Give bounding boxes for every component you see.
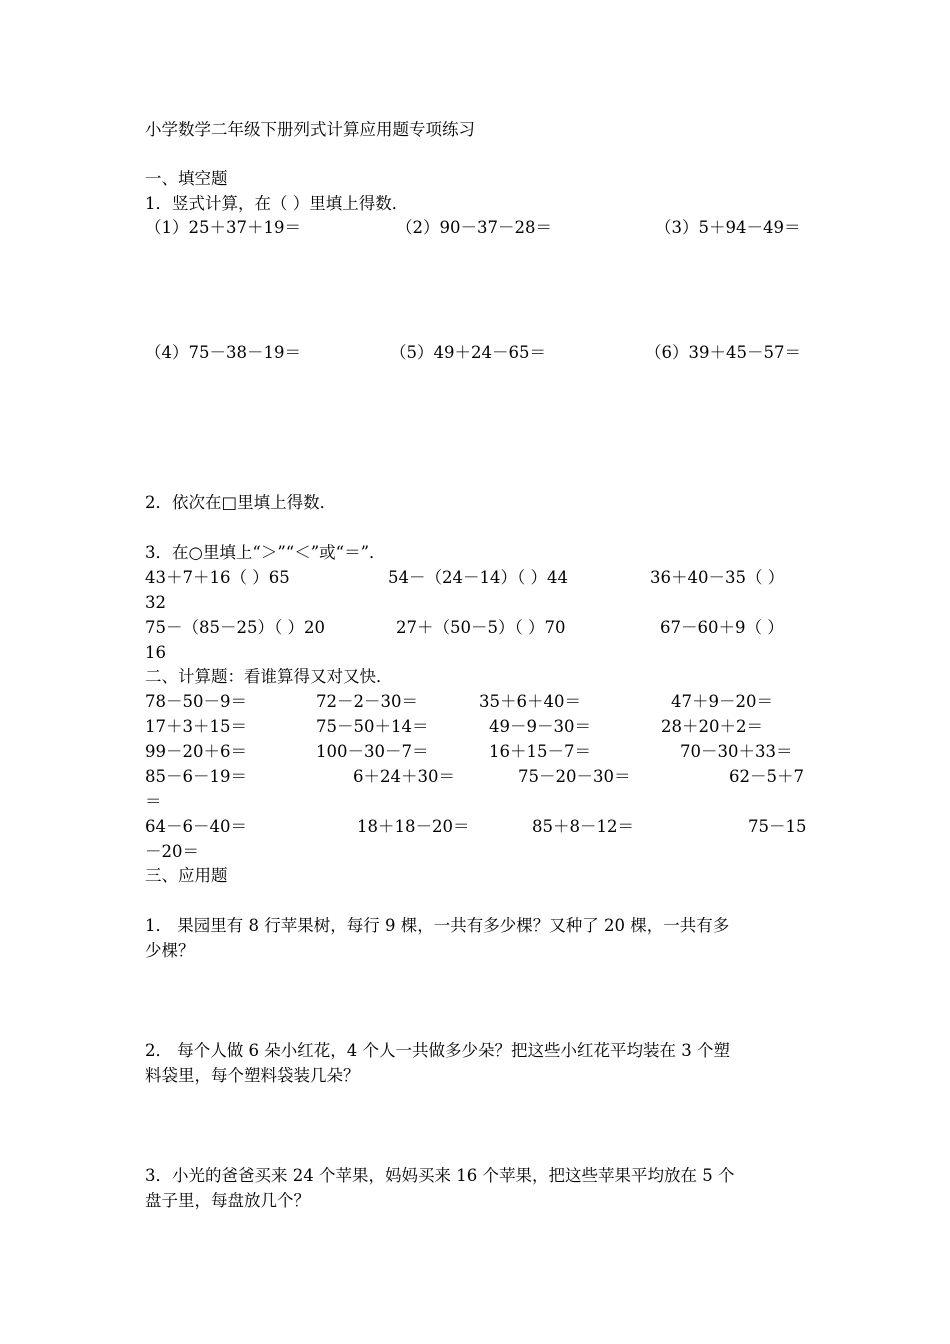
calc-item: 35＋6＋40＝ xyxy=(479,692,581,711)
word-problem-2-line-2: 料袋里，每个塑料袋装几朵？ xyxy=(145,1066,360,1085)
calc-item: 6＋24＋30＝ xyxy=(353,767,455,786)
q1-item: （6）39＋45－57＝ xyxy=(645,343,801,362)
calc-item: 75－20－30＝ xyxy=(518,767,631,786)
calc-item: 75－50＋14＝ xyxy=(316,717,429,736)
q1-item: （5）49＋24－65＝ xyxy=(390,343,546,362)
calc-item: 17＋3＋15＝ xyxy=(145,717,247,736)
q1-item: （1）25＋37＋19＝ xyxy=(145,218,301,237)
q3-item: 27＋（50－5）（ ）70 xyxy=(396,618,566,637)
word-problem-2-line-1: 2． 每个人做 6 朵小红花，4 个人一共做多少朵？把这些小红花平均装在 3 个塑 xyxy=(145,1041,730,1060)
word-problem-1-line-1: 1． 果园里有 8 行苹果树，每行 9 棵，一共有多少棵？又种了 20 棵，一共有多 xyxy=(145,916,730,935)
section-1-heading: 一、填空题 xyxy=(145,169,228,188)
q3-item: 75－（85－25）（ ）20 xyxy=(145,618,325,637)
calc-item: 64－6－40＝ xyxy=(145,817,247,836)
calc-item-wrap: ＝ xyxy=(145,792,162,811)
q1-item: （4）75－38－19＝ xyxy=(145,343,301,362)
q1-instruction: 1．竖式计算，在（ ）里填上得数． xyxy=(145,194,409,213)
q3-item: 54－（24－14）（ ）44 xyxy=(388,568,568,587)
word-problem-1-line-2: 少棵？ xyxy=(145,941,195,960)
calc-item: 62－5＋7 xyxy=(729,767,804,786)
q3-item: 67－60＋9（ ） xyxy=(660,618,784,637)
calc-item: 100－30－7＝ xyxy=(316,742,429,761)
section-3-heading: 三、应用题 xyxy=(145,866,228,885)
word-problem-3-line-2: 盘子里，每盘放几个？ xyxy=(145,1191,310,1210)
q3-item: 43＋7＋16（ ）65 xyxy=(145,568,290,587)
calc-item: 18＋18－20＝ xyxy=(357,817,470,836)
calc-item: 16＋15－7＝ xyxy=(489,742,591,761)
calc-item: 72－2－30＝ xyxy=(316,692,418,711)
q3-item-wrap: 32 xyxy=(145,593,166,612)
calc-item: 85＋8－12＝ xyxy=(532,817,634,836)
calc-item: 49－9－30＝ xyxy=(489,717,591,736)
calc-item: 70－30＋33＝ xyxy=(680,742,793,761)
q2-instruction: 2．依次在□里填上得数． xyxy=(145,493,337,512)
calc-item: 28＋20＋2＝ xyxy=(661,717,763,736)
q3-item: 36＋40－35（ ） xyxy=(650,568,785,587)
calc-item: 99－20＋6＝ xyxy=(145,742,247,761)
worksheet-title: 小学数学二年级下册列式计算应用题专项练习 xyxy=(145,120,475,139)
q1-item: （2）90－37－28＝ xyxy=(396,218,552,237)
calc-item: 75－15 xyxy=(748,817,807,836)
calc-item: 47＋9－20＝ xyxy=(671,692,773,711)
section-2-heading: 二、计算题：看谁算得又对又快． xyxy=(145,667,393,686)
q1-item: （3）5＋94－49＝ xyxy=(655,218,801,237)
q3-item-wrap: 16 xyxy=(145,643,166,662)
calc-item: 78－50－9＝ xyxy=(145,692,247,711)
calc-item-wrap: －20＝ xyxy=(145,842,199,861)
calc-item: 85－6－19＝ xyxy=(145,767,247,786)
word-problem-3-line-1: 3．小光的爸爸买来 24 个苹果，妈妈买来 16 个苹果，把这些苹果平均放在 5 个 xyxy=(145,1166,735,1185)
q3-instruction: 3．在○里填上“＞”“＜”或“＝”． xyxy=(145,543,386,562)
